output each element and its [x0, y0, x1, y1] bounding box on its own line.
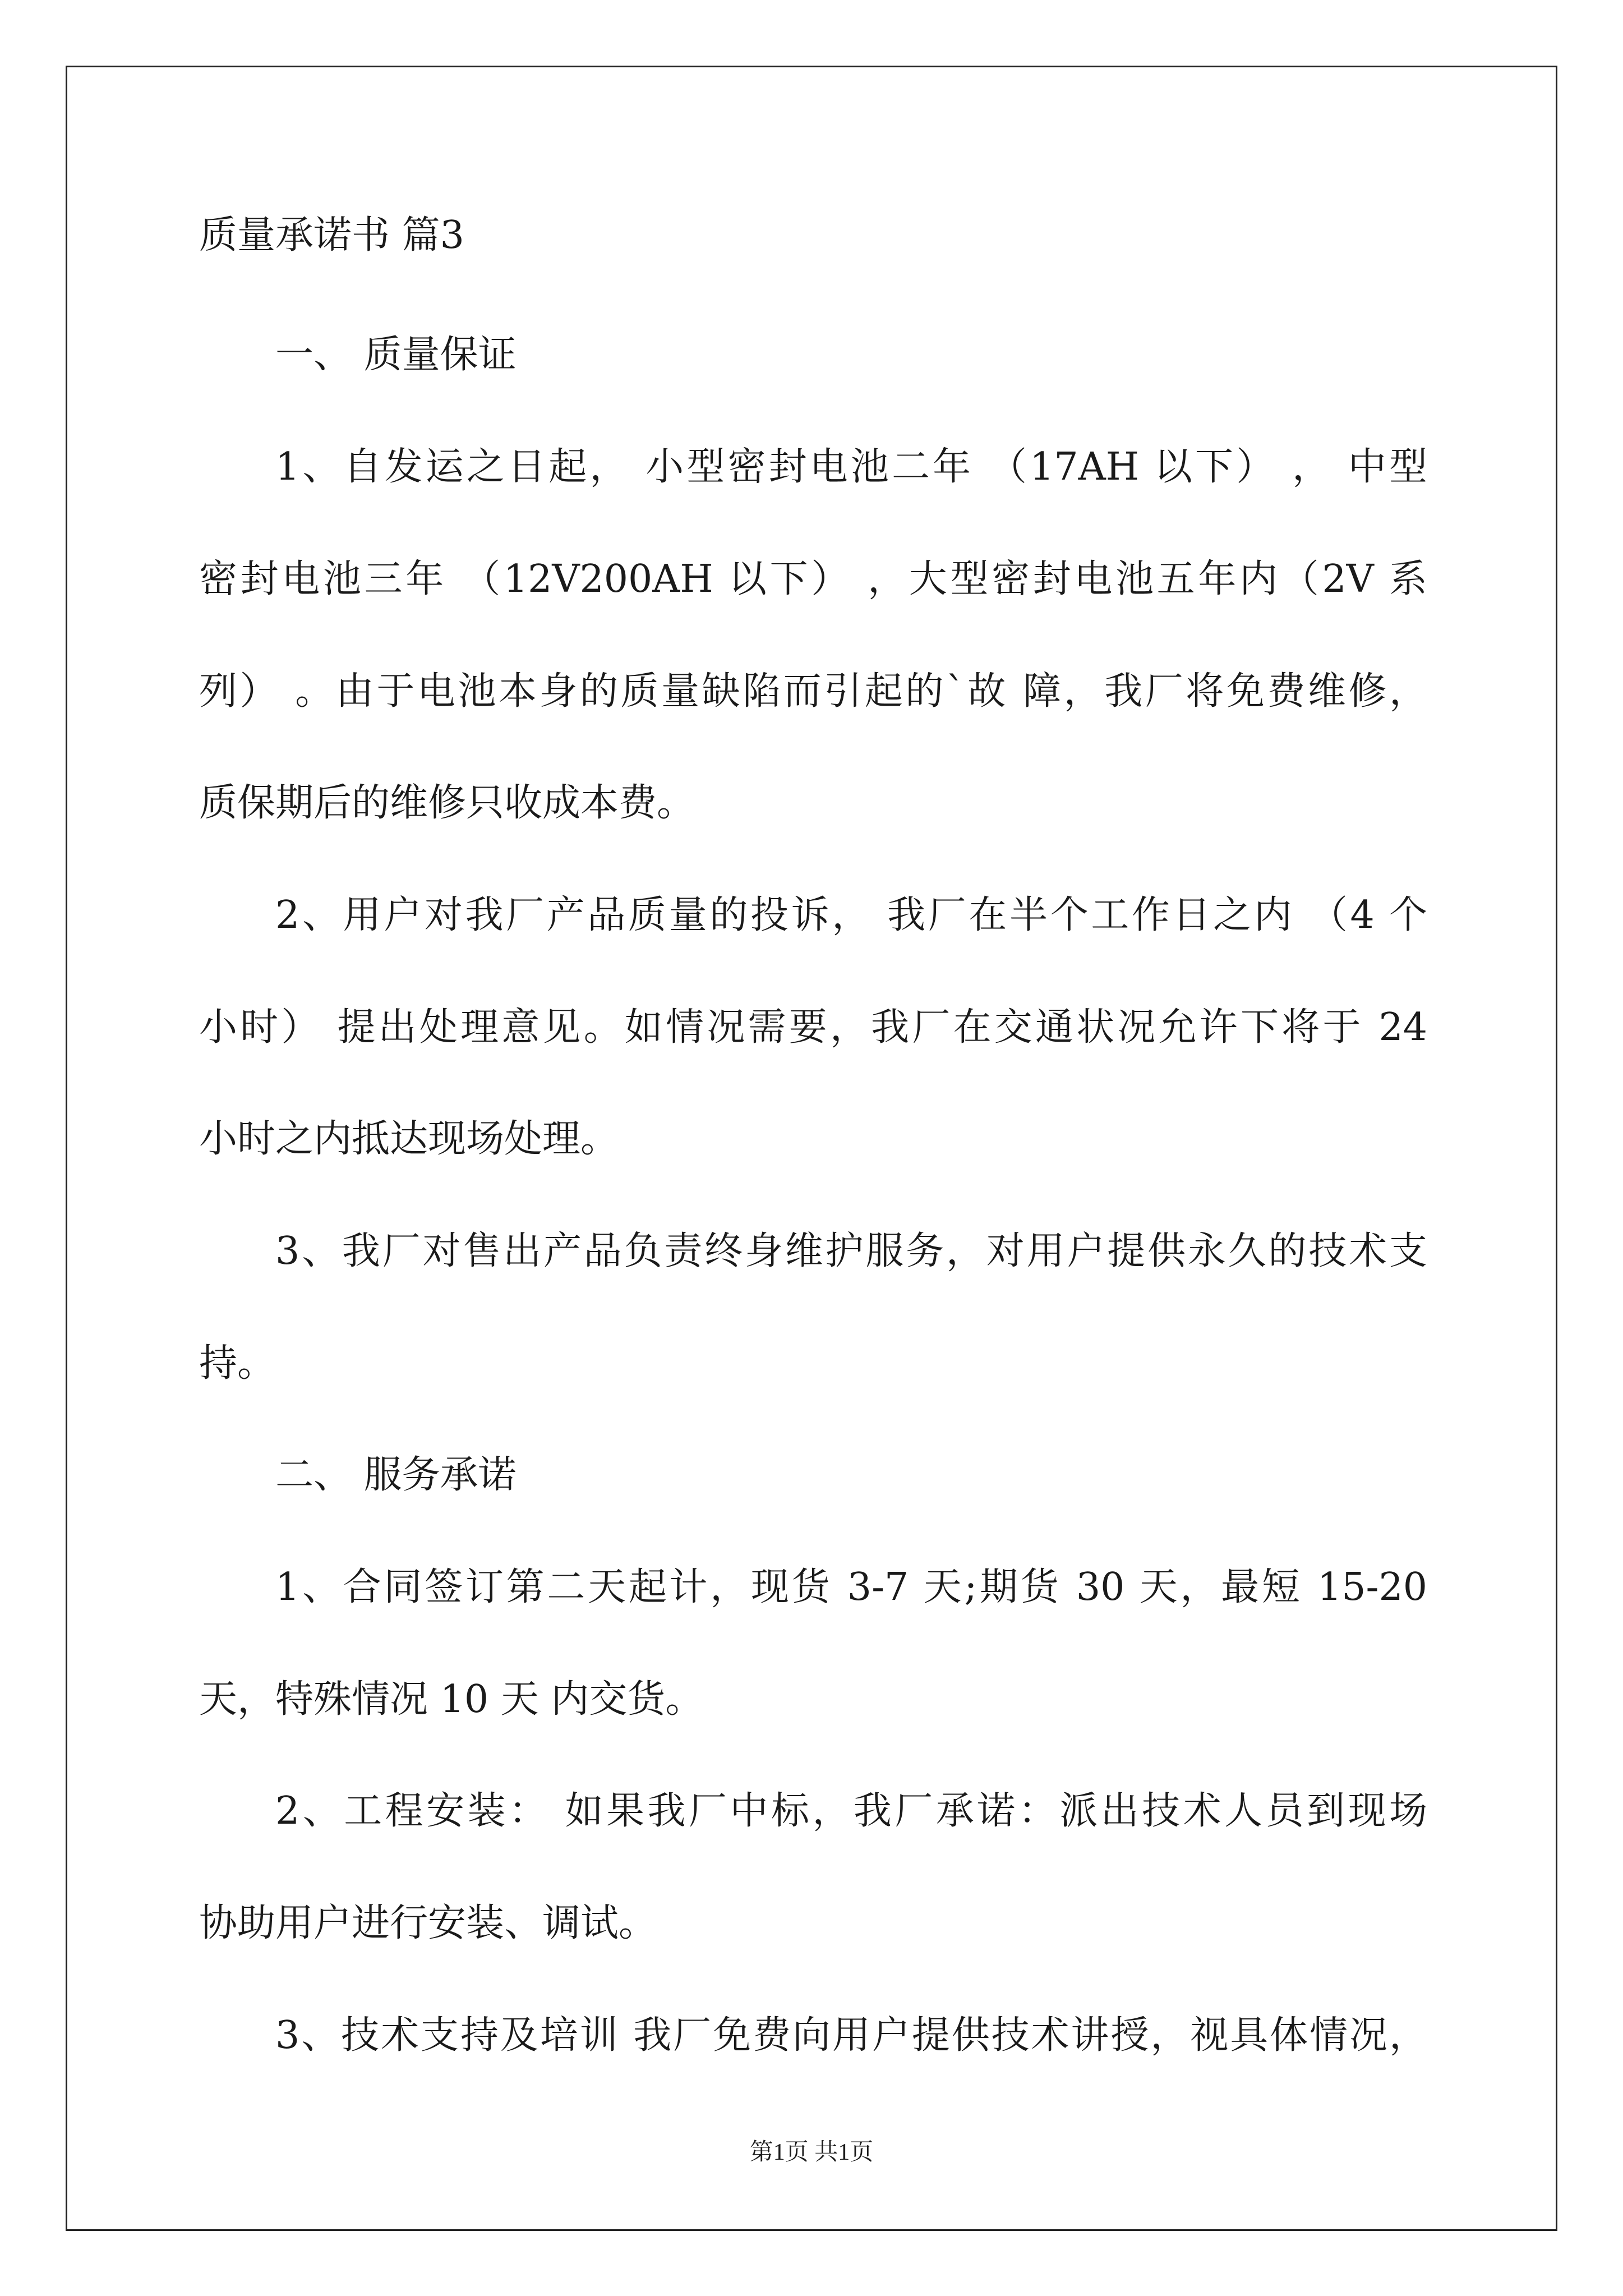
paragraph-line: 2、用户对我厂产品质量的投诉， 我厂在半个工作日之内 （4 个 [275, 893, 1427, 937]
paragraph-line: 列） 。由于电池本身的质量缺陷而引起的`故 障，我厂将免费维修， [199, 669, 1427, 714]
paragraph-line: 持。 [199, 1341, 276, 1386]
paragraph-line: 1、合同签订第二天起计，现货 3-7 天;期货 30 天，最短 15-20 [275, 1565, 1427, 1609]
paragraph-line: 协助用户进行安装、调试。 [199, 1901, 657, 1945]
paragraph-line: 小时之内抵达现场处理。 [199, 1117, 619, 1161]
document-title: 质量承诺书 篇3 [199, 213, 464, 257]
paragraph-line: 2、工程安装： 如果我厂中标，我厂承诺：派出技术人员到现场 [275, 1789, 1427, 1833]
paragraph-line: 3、我厂对售出产品负责终身维护服务，对用户提供永久的技术支 [275, 1229, 1427, 1273]
paragraph-line: 天，特殊情况 10 天 内交货。 [199, 1677, 704, 1722]
paragraph-line: 质保期后的维修只收成本费。 [199, 781, 695, 825]
paragraph-line: 小时） 提出处理意见。如情况需要，我厂在交通状况允许下将于 24 [199, 1005, 1427, 1050]
section-heading-service: 二、 服务承诺 [275, 1453, 517, 1497]
section-heading-quality: 一、 质量保证 [275, 333, 517, 377]
paragraph-line: 密封电池三年 （12V200AH 以下） ，大型密封电池五年内（2V 系 [199, 557, 1427, 601]
paragraph-line: 1、自发运之日起， 小型密封电池二年 （17AH 以下） ， 中型 [275, 445, 1427, 489]
paragraph-line: 3、技术支持及培训 我厂免费向用户提供技术讲授，视具体情况， [275, 2013, 1427, 2058]
page-number-footer: 第1页 共1页 [749, 2139, 874, 2165]
